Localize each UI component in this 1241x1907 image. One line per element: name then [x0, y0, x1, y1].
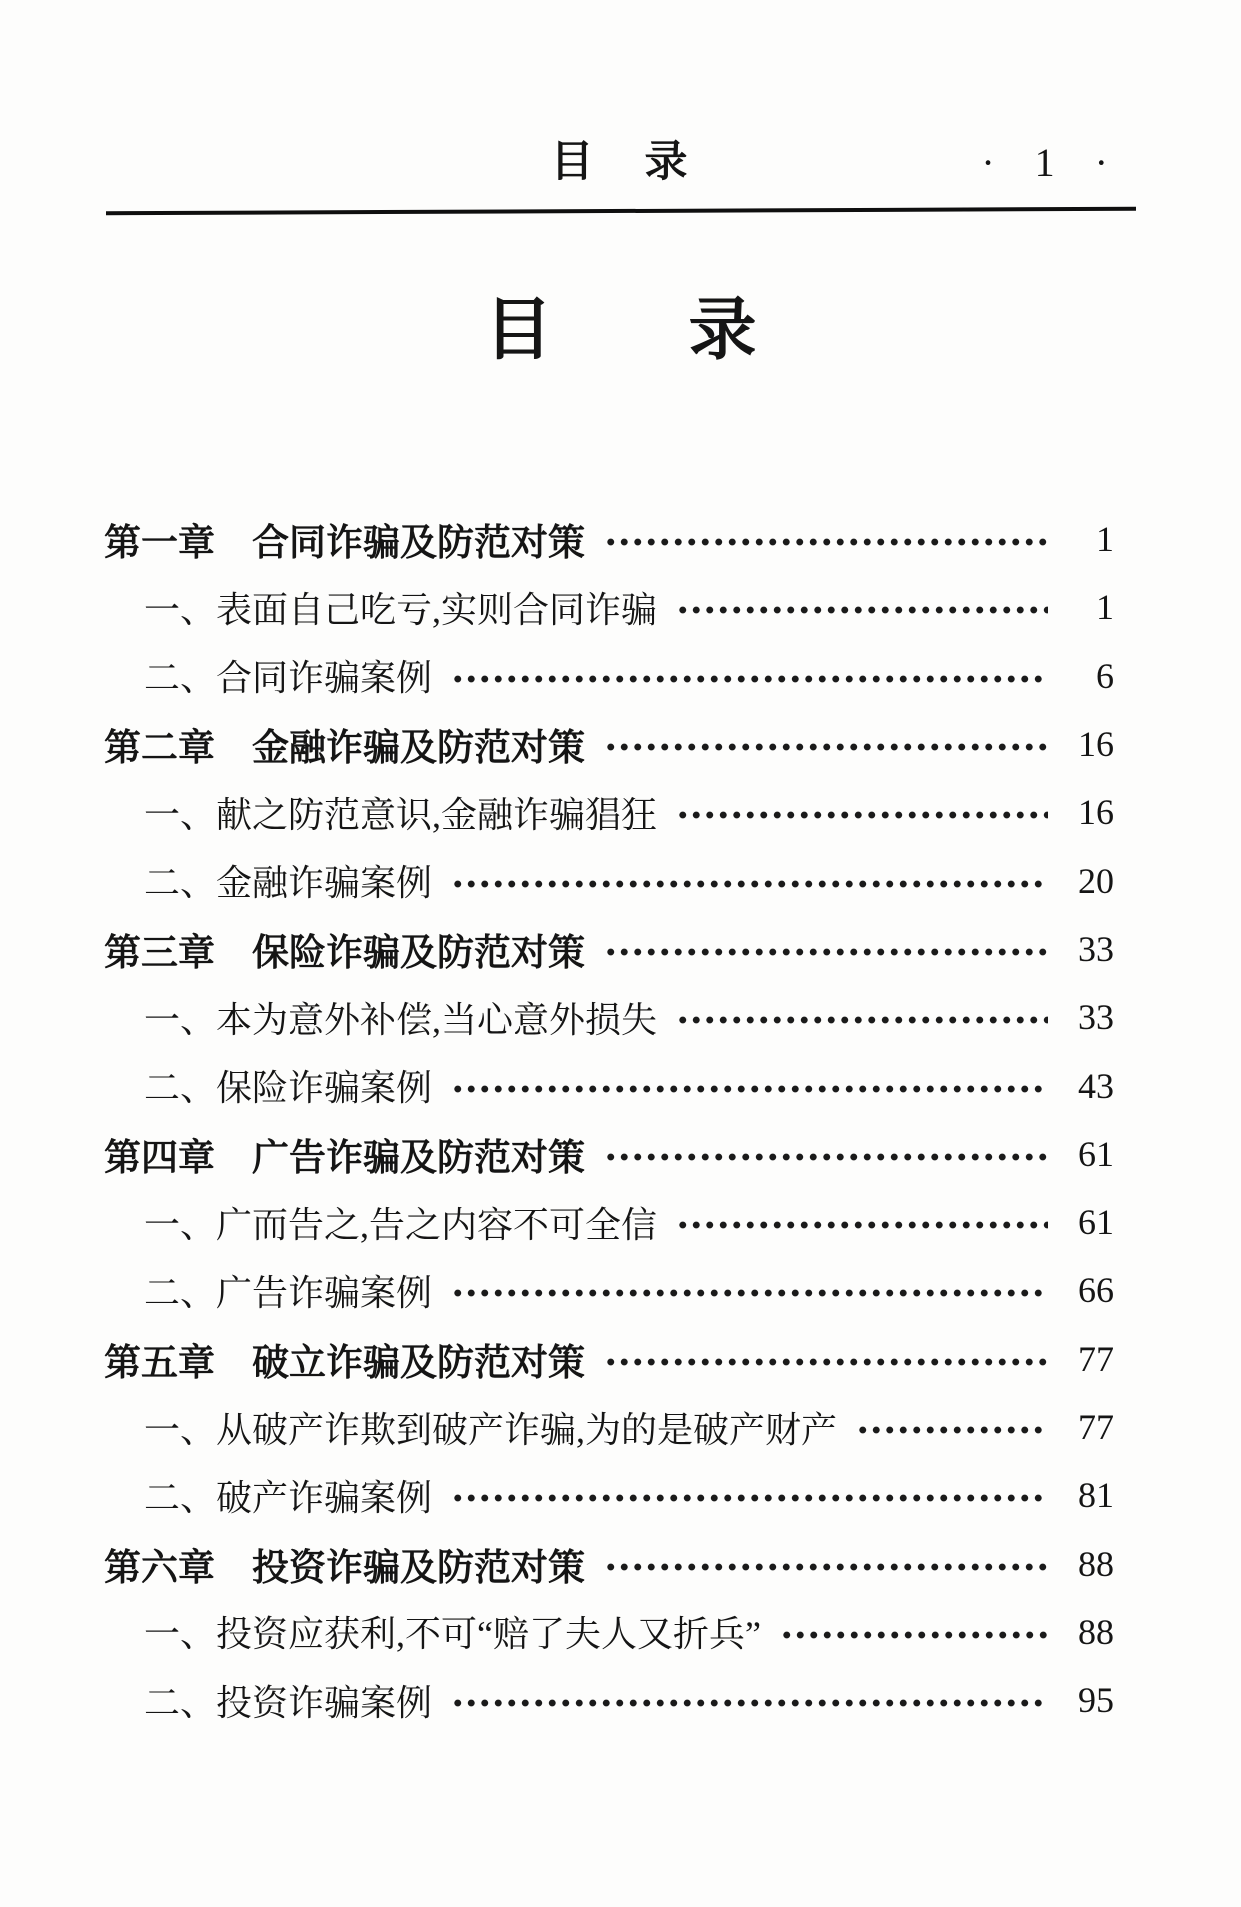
- dot-leader: [779, 1630, 1048, 1640]
- dot-leader: [450, 879, 1048, 889]
- toc-entry: [104, 1529, 1114, 1597]
- entry-label: 一、献之防范意识,金融诈骗猖狂: [144, 794, 658, 835]
- toc-entry: [104, 1666, 1114, 1734]
- toc-entry: [104, 710, 1114, 778]
- toc-entry: [104, 573, 1114, 641]
- entry-page-number: 43: [1078, 1065, 1114, 1106]
- dot-leader: [603, 1357, 1048, 1367]
- entry-label: 二、投资诈骗案例: [144, 1682, 433, 1723]
- dot-leader: [450, 1493, 1048, 1503]
- entry-page-number: 33: [1078, 997, 1114, 1038]
- running-header-page-number: · 1 ·: [981, 140, 1108, 185]
- toc-entry: [104, 778, 1114, 846]
- entry-page-number: 88: [1078, 1543, 1114, 1584]
- entry-label: 第三章 保险诈骗及防范对策: [104, 931, 585, 973]
- toc-entry: [104, 846, 1114, 914]
- page-title: 目 录: [484, 292, 757, 368]
- dot-leader: [675, 1220, 1048, 1230]
- dot-leader: [603, 1562, 1048, 1572]
- entry-page-number: 81: [1078, 1475, 1114, 1516]
- entry-page-number: 61: [1078, 1133, 1114, 1174]
- entry-label: 第六章 投资诈骗及防范对策: [104, 1546, 585, 1588]
- entry-label: 一、本为意外补偿,当心意外损失: [144, 999, 658, 1040]
- toc-entry: [104, 1188, 1114, 1256]
- entry-label: 一、投资应获利,不可“赔了夫人又折兵”: [144, 1614, 761, 1655]
- toc-entry: [104, 1393, 1114, 1461]
- dot-leader: [603, 537, 1048, 547]
- entry-page-number: 6: [1096, 655, 1114, 696]
- entry-page-number: 16: [1078, 792, 1114, 833]
- dot-leader: [675, 810, 1048, 820]
- running-header-title: 目 录: [550, 139, 692, 186]
- entry-page-number: 1: [1096, 587, 1114, 628]
- dot-leader: [675, 1015, 1048, 1025]
- toc-entry: [104, 1325, 1114, 1393]
- entry-label: 一、从破产诈欺到破产诈骗,为的是破产财产: [144, 1409, 838, 1450]
- dot-leader: [855, 1425, 1048, 1435]
- entry-page-number: 66: [1078, 1270, 1114, 1311]
- entry-page-number: 77: [1078, 1407, 1114, 1447]
- entry-label: 第四章 广告诈骗及防范对策: [104, 1136, 585, 1178]
- toc-entry: [104, 915, 1114, 983]
- toc-entry: [104, 1256, 1114, 1324]
- entry-page-number: 1: [1096, 519, 1114, 560]
- toc-list: [104, 505, 1114, 1734]
- entry-label: 二、保险诈骗案例: [144, 1068, 433, 1109]
- dot-leader: [450, 1084, 1048, 1094]
- toc-entry: [104, 505, 1114, 573]
- dot-leader: [603, 742, 1048, 752]
- header-rule-divider: [106, 207, 1136, 215]
- entry-page-number: 95: [1078, 1680, 1114, 1721]
- toc-entry: [104, 983, 1114, 1051]
- entry-label: 第二章 金融诈骗及防范对策: [104, 727, 585, 769]
- entry-label: 二、金融诈骗案例: [144, 863, 433, 904]
- dot-leader: [675, 605, 1048, 615]
- entry-label: 二、合同诈骗案例: [144, 658, 433, 699]
- toc-entry: [104, 1598, 1114, 1666]
- dot-leader: [450, 1698, 1048, 1708]
- dot-leader: [450, 674, 1048, 684]
- dot-leader: [450, 1288, 1048, 1298]
- entry-label: 一、广而告之,告之内容不可全信: [144, 1204, 658, 1245]
- dot-leader: [603, 947, 1048, 957]
- entry-page-number: 16: [1078, 724, 1114, 765]
- entry-page-number: 20: [1078, 860, 1114, 901]
- entry-page-number: 61: [1078, 1202, 1114, 1243]
- entry-page-number: 88: [1078, 1611, 1114, 1652]
- running-header: [108, 128, 1134, 188]
- entry-label: 一、表面自己吃亏,实则合同诈骗: [144, 589, 658, 630]
- entry-label: 二、广告诈骗案例: [144, 1272, 433, 1313]
- dot-leader: [603, 1152, 1048, 1162]
- entry-label: 第一章 合同诈骗及防范对策: [104, 522, 585, 564]
- toc-entry: [104, 642, 1114, 710]
- entry-page-number: 33: [1078, 928, 1114, 969]
- entry-label: 第五章 破立诈骗及防范对策: [104, 1341, 585, 1383]
- entry-page-number: 77: [1078, 1338, 1114, 1379]
- entry-label: 二、破产诈骗案例: [144, 1477, 433, 1518]
- toc-entry: [104, 1051, 1114, 1119]
- toc-entry: [104, 1120, 1114, 1188]
- toc-entry: [104, 1461, 1114, 1529]
